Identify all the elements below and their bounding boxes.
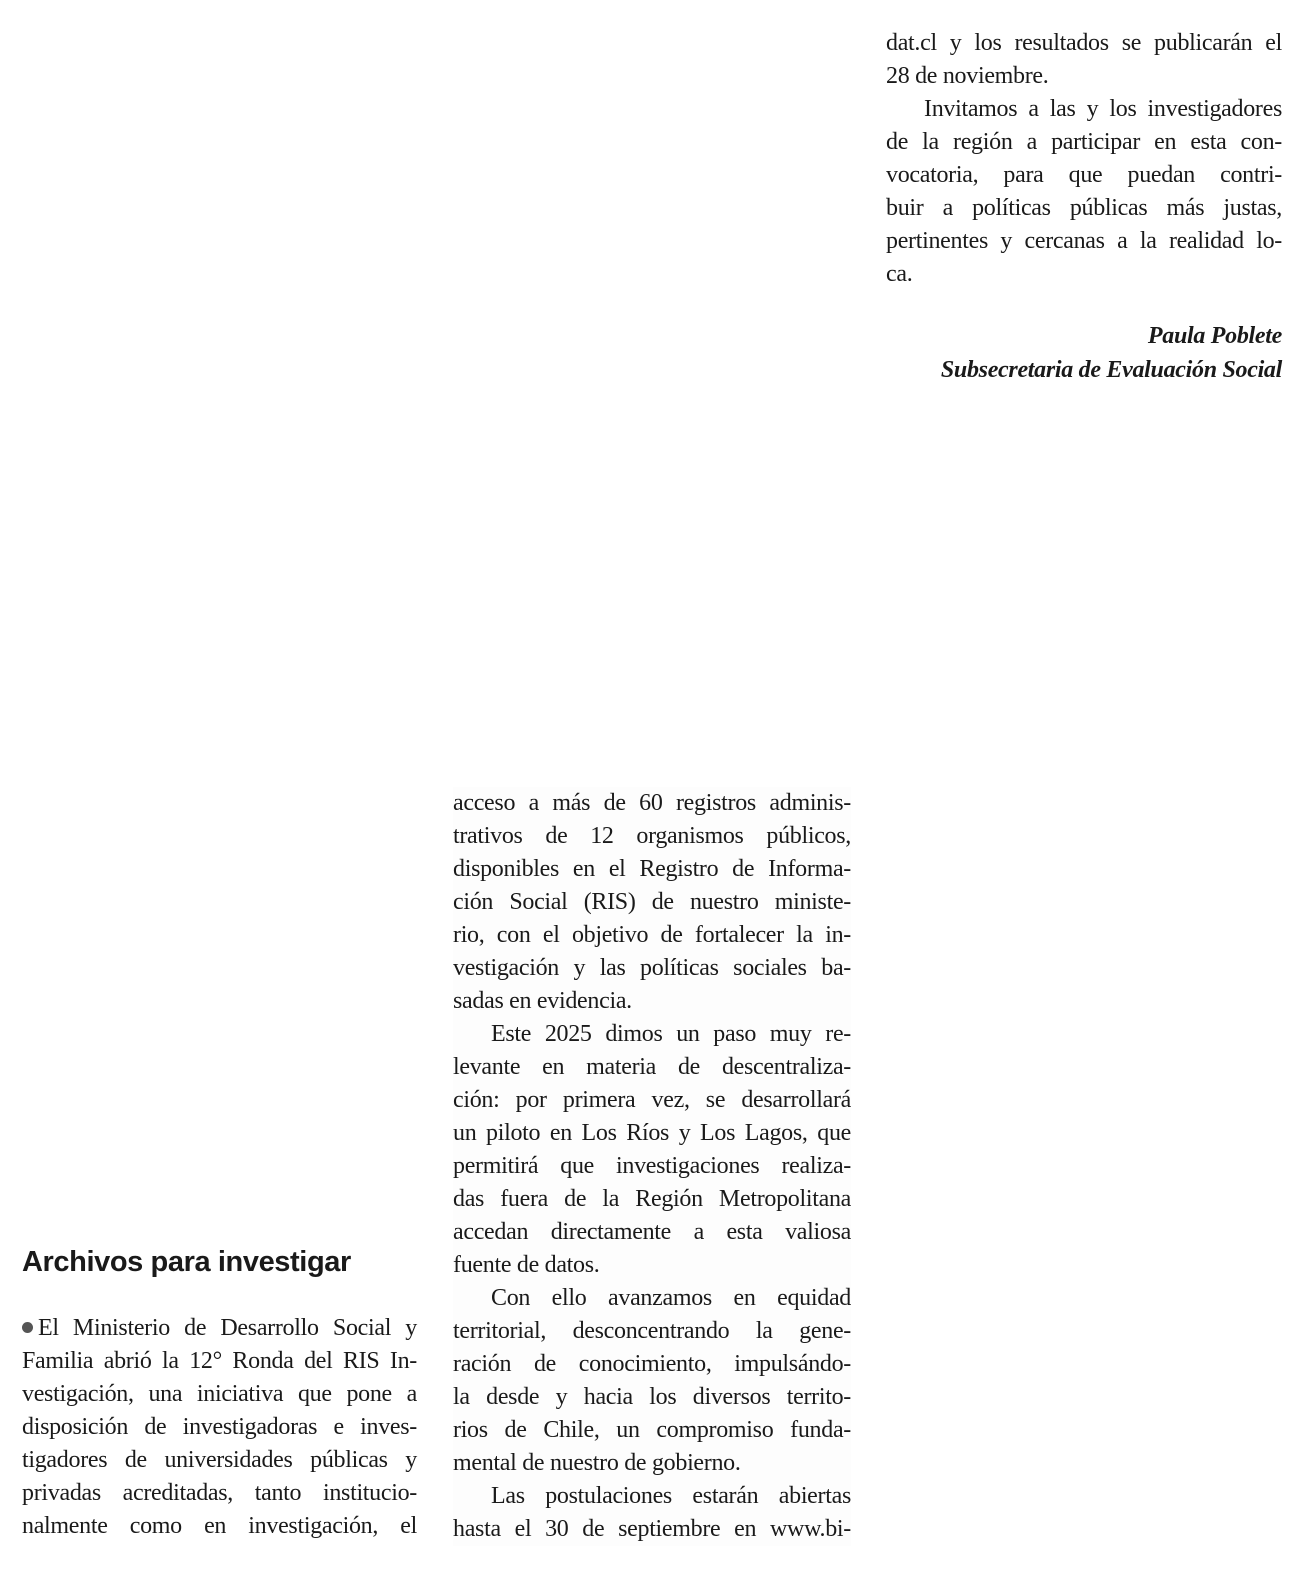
text-line: tigadores de universidades públicas y [22,1447,417,1473]
text-line: ca. [886,261,913,287]
article-signature [886,319,1282,387]
text-line: vocatoria, para que puedan contri- [886,162,1282,188]
text-line: Con ello avanzamos en equidad [491,1285,851,1311]
text-line: das fuera de la Región Metropolitana [453,1186,851,1212]
text-line: 28 de noviembre. [886,63,1049,89]
text-line: permitirá que investigaciones realiza- [453,1153,851,1179]
signature-title: Subsecretaria de Evaluación Social [940,357,1282,383]
text-line: vestigación, una iniciativa que pone a [22,1381,417,1407]
text-line: acceso a más de 60 registros adminis- [453,790,851,816]
text-line: hasta el 30 de septiembre en www.bi- [453,1516,851,1542]
text-line: accedan directamente a esta valiosa [453,1219,851,1245]
text-line: Las postulaciones estarán abiertas [491,1483,851,1509]
text-line: disponibles en el Registro de Informa- [453,856,851,882]
text-line: de la región a participar en esta con- [886,129,1282,155]
text-line: Invitamos a las y los investigadores [924,96,1282,122]
article-headline: Archivos para investigar [22,1246,351,1278]
text-line: un piloto en Los Ríos y Los Lagos, que [453,1120,851,1146]
text-line: ción Social (RIS) de nuestro ministe- [453,889,851,915]
bullet-icon [22,1322,33,1333]
text-line: sadas en evidencia. [453,988,632,1014]
text-line: la desde y hacia los diversos territo- [453,1384,851,1410]
text-line: ración de conocimiento, impulsándo- [453,1351,851,1377]
text-line-lead [22,1312,417,1345]
text-line: privadas acreditadas, tanto institucio- [22,1480,417,1506]
signature-name: Paula Poblete [1147,323,1282,349]
article-column-right [886,27,1282,387]
text-line: fuente de datos. [453,1252,600,1278]
article-column-left [22,1244,417,1543]
text-line: mental de nuestro de gobierno. [453,1450,741,1476]
text-line: pertinentes y cercanas a la realidad lo- [886,228,1282,254]
text-line: ción: por primera vez, se desarrollará [453,1087,851,1113]
article-column-middle [453,787,851,1546]
text-line: nalmente como en investigación, el [22,1513,417,1539]
text-line: disposición de investigadoras e inves- [22,1414,417,1440]
text-line: trativos de 12 organismos públicos, [453,823,851,849]
text-line: levante en materia de descentraliza- [453,1054,851,1080]
text-line: rio, con el objetivo de fortalecer la in- [453,922,851,948]
text-line: vestigación y las políticas sociales ba- [453,955,851,981]
text-line: rios de Chile, un compromiso funda- [453,1417,851,1443]
text-line: dat.cl y los resultados se publicarán el [886,30,1282,56]
text-line: territorial, desconcentrando la gene- [453,1318,851,1344]
text-line-lead-text: El Ministerio de Desarrollo Social y [38,1315,417,1341]
text-line: buir a políticas públicas más justas, [886,195,1282,221]
text-line: Familia abrió la 12° Ronda del RIS In- [22,1348,417,1374]
text-line: Este 2025 dimos un paso muy re- [491,1021,851,1047]
